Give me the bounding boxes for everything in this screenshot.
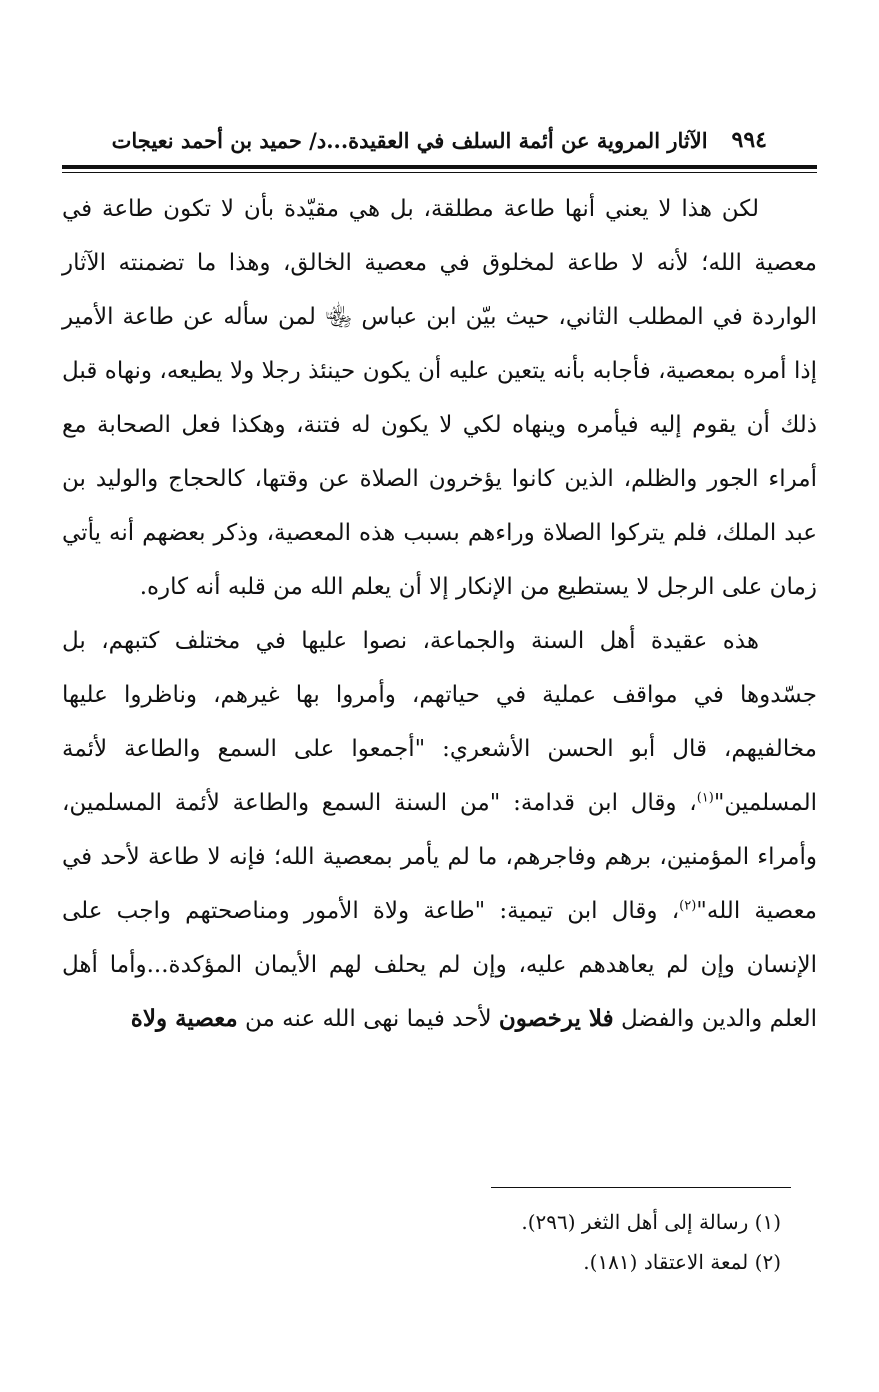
paragraph-2-text-d: لأحد فيما نهى الله عنه من	[245, 1006, 492, 1032]
page-number: ٩٩٤	[731, 127, 767, 153]
body-text	[62, 182, 817, 1046]
header-rule-thick	[62, 165, 817, 169]
paragraph-2-text-b: ، وقال ابن قدامة: "من السنة السمع والطاعة لأئمة المسلمين، وأمراء المؤمنين، برهم وفاجرهم، ما لم يأمر بمعصية الله؛ فإنه لا طاعة لأحد في معصية الله"	[62, 790, 818, 924]
footnote-ref-2: (٢)	[679, 898, 697, 914]
paragraph-2-text-a: هذه عقيدة أهل السنة والجماعة، نصوا عليها في مختلف كتبهم، بل جسّدوها في مواقف عملية في حياتهم، وأمروا بها غيرهم، وناظروا عليها مخالفيهم، قال أبو الحسن الأشعري: "أجمعوا على السمع والطاعة لأئمة المسلمين"	[62, 628, 817, 816]
bold-phrase-1: فلا يرخصون	[498, 1005, 614, 1032]
footnote-2: (٢) لمعة الاعتقاد (١٨١).	[583, 1250, 781, 1274]
footnote-separator	[491, 1187, 791, 1188]
header-rule-thin	[62, 172, 817, 173]
paragraph-2	[62, 614, 817, 1046]
footnote-1: (١) رسالة إلى أهل الثغر (٢٩٦).	[521, 1210, 781, 1234]
footnote-ref-1: (١)	[696, 790, 714, 806]
running-title: الآثار المروية عن أئمة السلف في العقيدة...د/ حميد بن أحمد نعيجات	[111, 127, 708, 153]
page-header	[112, 118, 767, 162]
paragraph-2-text-c: ، وقال ابن تيمية: "طاعة ولاة الأمور ومناصحتهم واجب على الإنسان وإن لم يعاهدهم عليه، وإن لم يحلف لهم الأيمان المؤكدة...وأما أهل العلم والدين والفضل	[62, 898, 817, 1032]
bold-phrase-2: معصية ولاة	[130, 1005, 238, 1032]
paragraph-1: لكن هذا لا يعني أنها طاعة مطلقة، بل هي مقيّدة بأن لا تكون طاعة في معصية الله؛ لأنه لا طاعة لمخلوق في معصية الخالق، وهذا ما تضمنته الآثار الواردة في المطلب الثاني، حيث بيّن ابن عباس ﵄ لمن سأله عن طاعة الأمير إذا أمره بمعصية، فأجابه بأنه يتعين عليه أن يكون حينئذ رجلا ولا يطيعه، ونهاه قبل ذلك أن يقوم إليه فيأمره وينهاه لكي لا يكون له فتنة، وهكذا فعل الصحابة مع أمراء الجور والظلم، الذين كانوا يؤخرون الصلاة عن وقتها، كالحجاج والوليد بن عبد الملك، فلم يتركوا الصلاة وراءهم بسبب هذه المعصية، وذكر بعضهم أنه يأتي زمان على الرجل لا يستطيع من الإنكار إلا أن يعلم الله من قلبه أنه كاره.	[62, 196, 817, 600]
footnotes	[80, 1202, 781, 1282]
